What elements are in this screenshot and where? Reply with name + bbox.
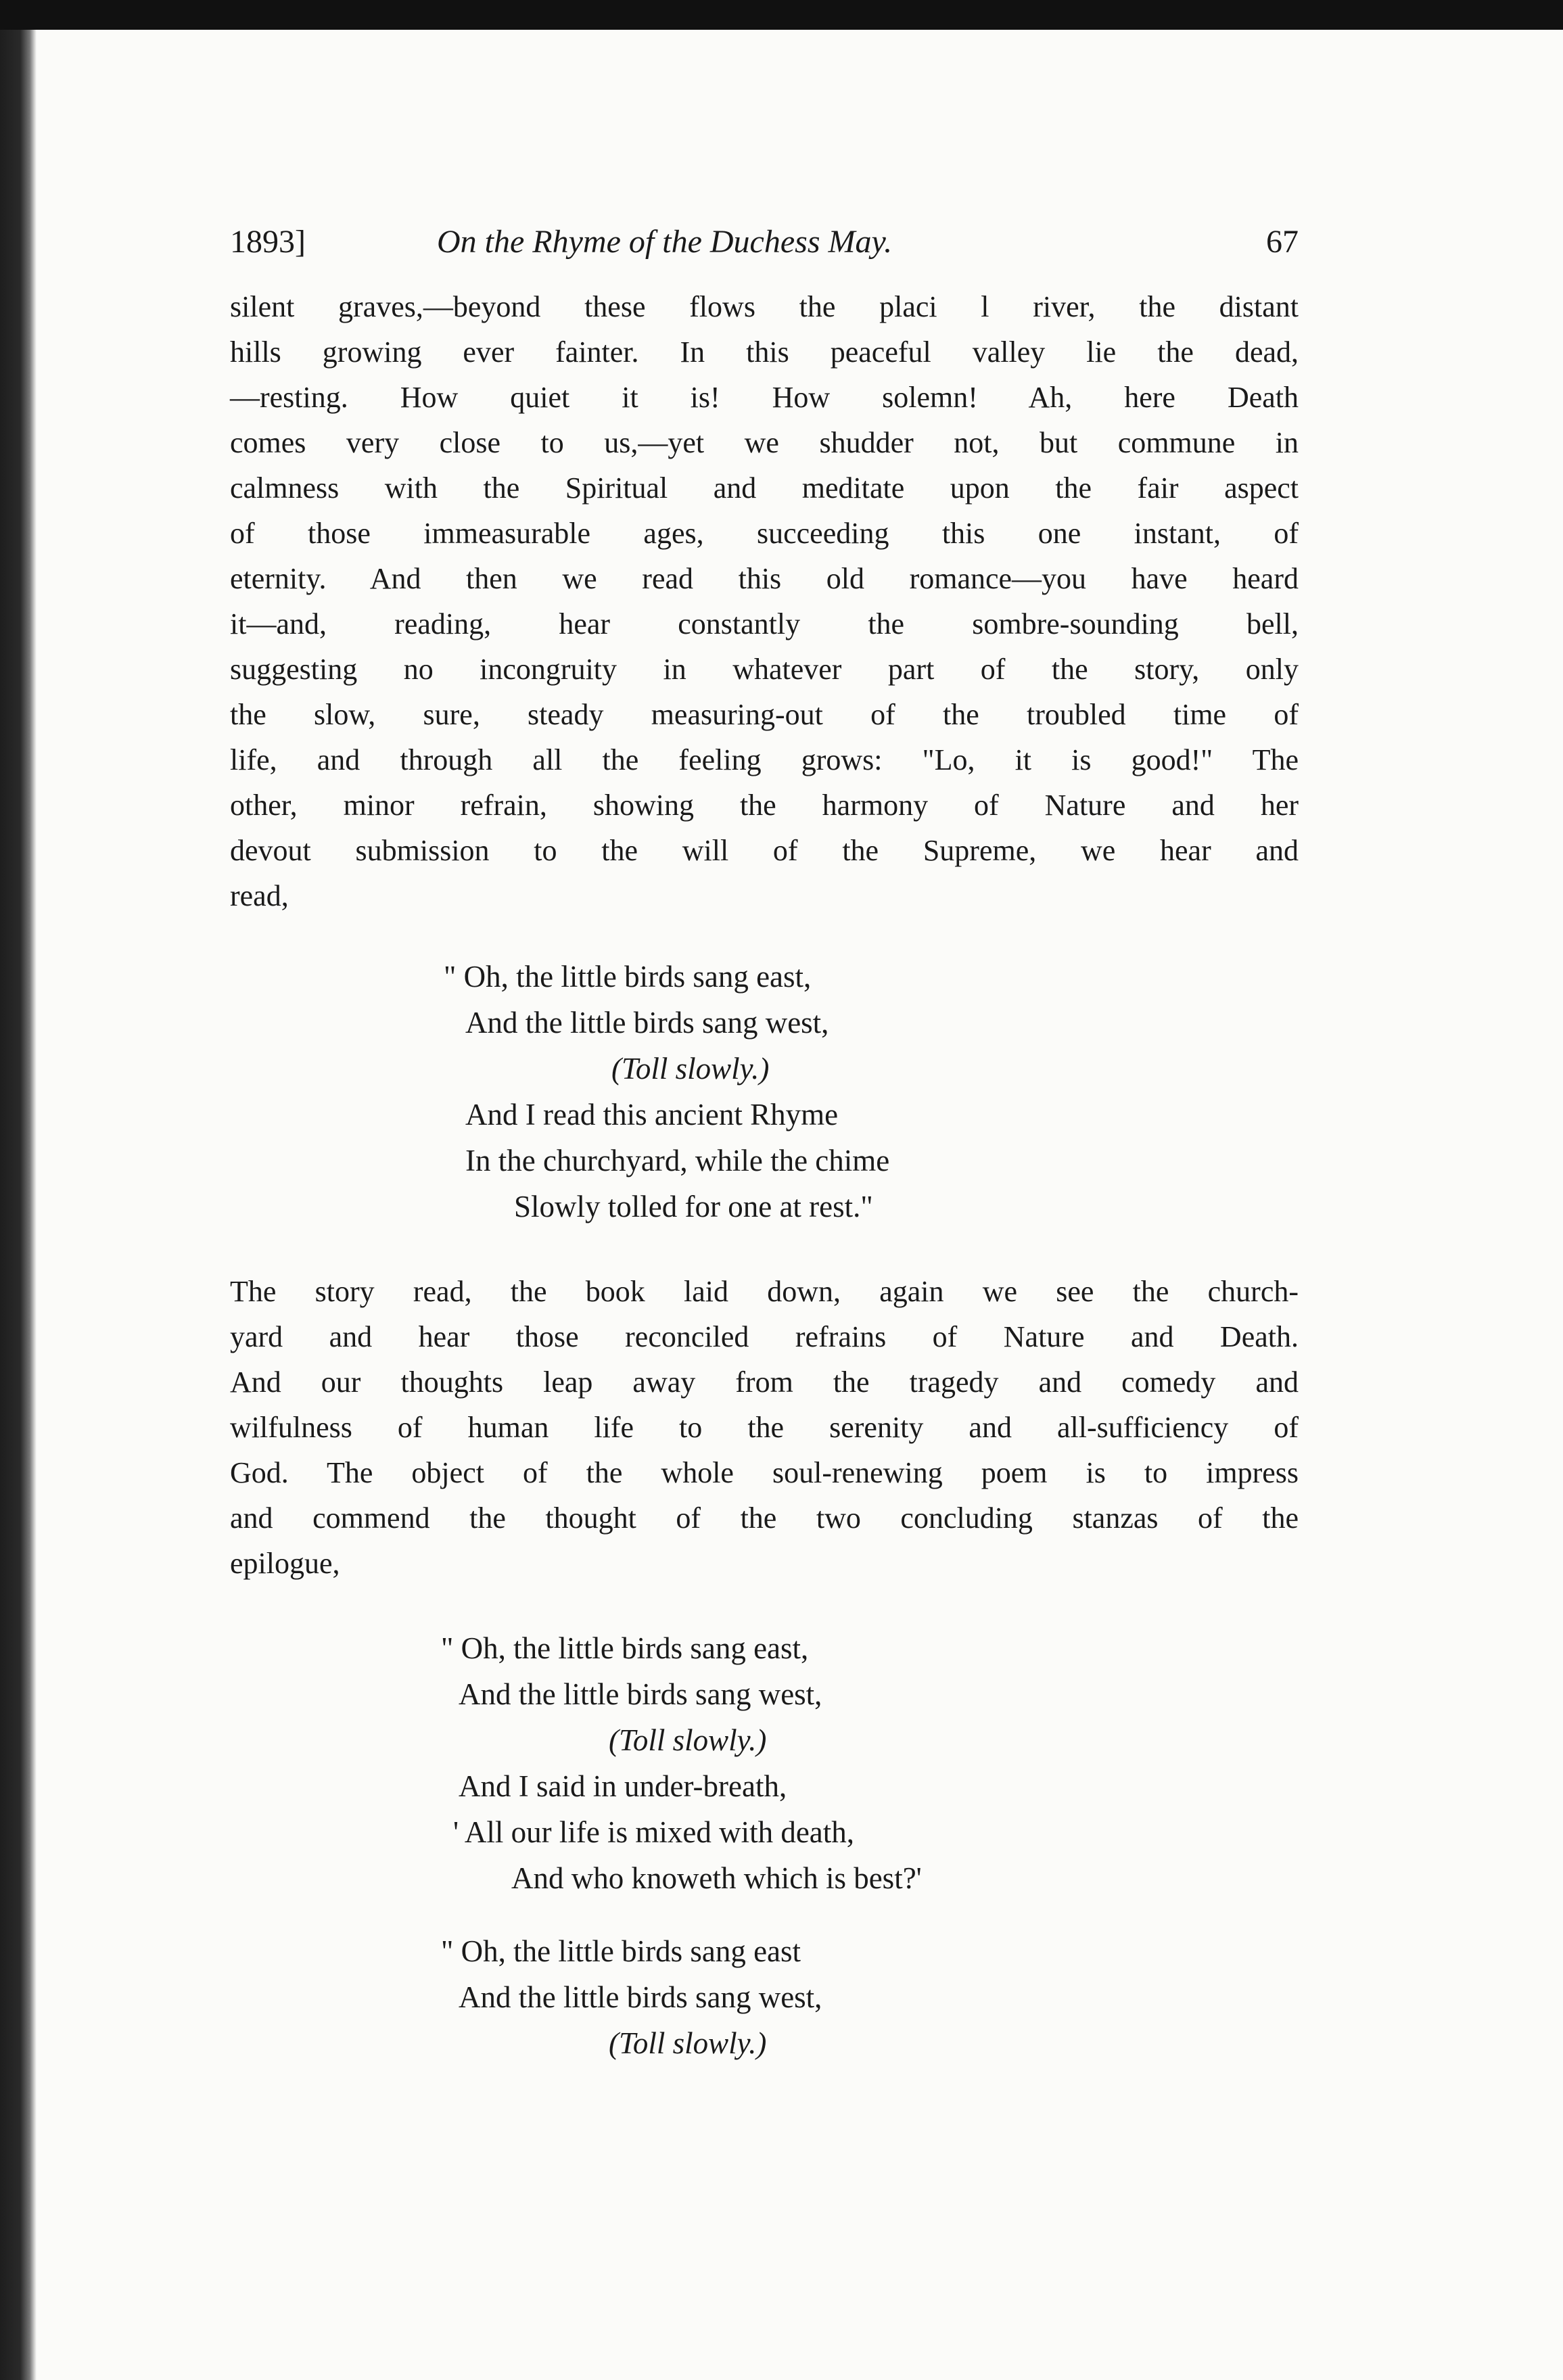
verse-line: And who knoweth which is best?' xyxy=(511,1861,922,1895)
book-page xyxy=(230,223,1299,2066)
paragraph-line: comes very close to us,—yet we shudder not, but commune in xyxy=(230,426,1299,459)
verse-line: (Toll slowly.) xyxy=(609,2026,767,2060)
paragraph-line: wilfulness of human life to the serenity and all-sufficiency of xyxy=(230,1411,1299,1444)
verse-line: And I said in under-breath, xyxy=(459,1769,787,1803)
running-head xyxy=(230,223,1299,284)
verse-line: (Toll slowly.) xyxy=(611,1052,770,1086)
paragraph-line: epilogue, xyxy=(230,1547,340,1580)
header-title: On the Rhyme of the Duchess May. xyxy=(437,224,893,260)
header-year: 1893] xyxy=(230,224,306,260)
verse-line: ' All our life is mixed with death, xyxy=(453,1815,855,1849)
verse-line: And the little birds sang west, xyxy=(465,1006,829,1040)
paragraph-line: hills growing ever fainter. In this peaceful valley lie the dead, xyxy=(230,335,1299,369)
paragraph-2 xyxy=(230,1269,1299,1586)
paragraph-line: silent graves,—beyond these flows the placi l river, the distant xyxy=(230,290,1299,323)
paragraph-line: life, and through all the feeling grows: "Lo, it is good!" The xyxy=(230,743,1299,776)
paragraph-line: and commend the thought of the two concluding stanzas of the xyxy=(230,1501,1299,1535)
verse-line: And I read this ancient Rhyme xyxy=(465,1098,839,1131)
verse-line: And the little birds sang west, xyxy=(459,1980,822,2014)
paragraph-line: God. The object of the whole soul-renewing poem is to impress xyxy=(230,1456,1299,1489)
paragraph-line: read, xyxy=(230,879,289,912)
paragraph-line: calmness with the Spiritual and meditate upon the fair aspect xyxy=(230,471,1299,505)
verse-line: " Oh, the little birds sang east xyxy=(441,1934,801,1968)
paragraph-line: And our thoughts leap away from the tragedy and comedy and xyxy=(230,1366,1299,1399)
paragraph-line: yard and hear those reconciled refrains of Nature and Death. xyxy=(230,1320,1299,1353)
verse-2 xyxy=(441,1625,1299,1901)
paragraph-line: of those immeasurable ages, succeeding this one instant, of xyxy=(230,517,1299,550)
paragraph-line: suggesting no incongruity in whatever part of the story, only xyxy=(230,653,1299,686)
paragraph-line: The story read, the book laid down, again we see the church- xyxy=(230,1275,1299,1308)
paragraph-line: the slow, sure, steady measuring-out of the troubled time of xyxy=(230,698,1299,731)
page-number: 67 xyxy=(1266,224,1299,260)
scan-top-border xyxy=(0,0,1563,30)
verse-line: " Oh, the little birds sang east, xyxy=(441,1631,809,1665)
scan-binding-edge xyxy=(0,30,37,2380)
verse-line: Slowly tolled for one at rest." xyxy=(514,1190,873,1223)
verse-line: In the churchyard, while the chime xyxy=(465,1144,890,1177)
verse-line: And the little birds sang west, xyxy=(459,1677,822,1711)
paragraph-line: it—and, reading, hear constantly the sombre-sounding bell, xyxy=(230,607,1299,640)
paragraph-line: other, minor refrain, showing the harmony of Nature and her xyxy=(230,789,1299,822)
verse-line: (Toll slowly.) xyxy=(609,1723,767,1757)
verse-3 xyxy=(441,1928,1299,2066)
paragraph-1 xyxy=(230,284,1299,918)
paragraph-line: devout submission to the will of the Supreme, we hear and xyxy=(230,834,1299,867)
paragraph-line: eternity. And then we read this old romance—you have heard xyxy=(230,562,1299,595)
verse-line: " Oh, the little birds sang east, xyxy=(444,960,812,994)
verse-1 xyxy=(444,954,1299,1230)
paragraph-line: —resting. How quiet it is! How solemn! Ah, here Death xyxy=(230,381,1299,414)
